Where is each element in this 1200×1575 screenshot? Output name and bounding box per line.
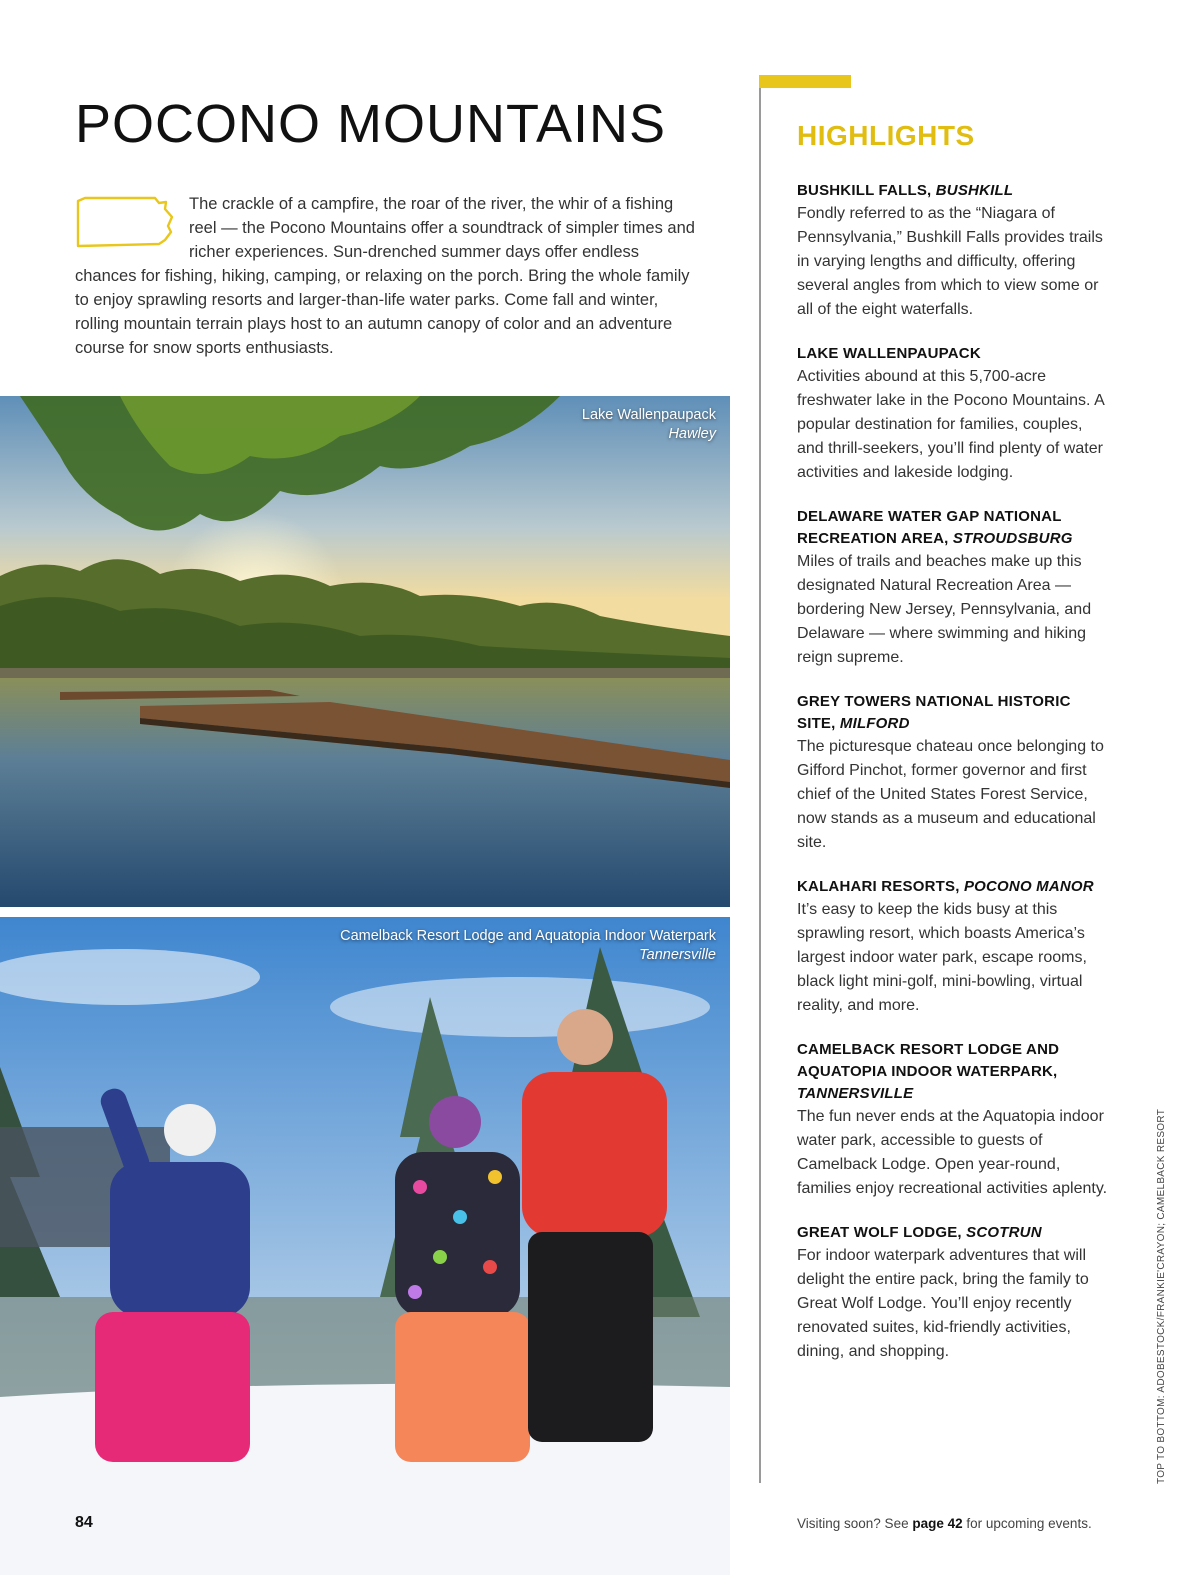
camelback-ski-photo xyxy=(0,917,730,1575)
highlight-item xyxy=(797,506,1109,670)
highlight-heading: GREY TOWERS NATIONAL HISTORIC SITE, MILFORD xyxy=(797,693,1071,732)
pennsylvania-outline-icon xyxy=(75,196,175,248)
highlight-item xyxy=(797,876,1109,1018)
footer-note: Visiting soon? See page 42 for upcoming events. xyxy=(797,1516,1092,1531)
ski-photo-caption xyxy=(340,927,716,965)
accent-bar xyxy=(759,75,851,88)
page-title: POCONO MOUNTAINS xyxy=(75,94,667,154)
highlight-heading: DELAWARE WATER GAP NATIONAL RECREATION AREA, STROUDSBURG xyxy=(797,508,1073,547)
highlight-description: For indoor waterpark adventures that will delight the entire pack, bring the family to Great Wolf Lodge. You’ll enjoy recently renovated suites, kid-friendly activities, dining, and shopping. xyxy=(797,1247,1089,1360)
lake-wallenpaupack-photo xyxy=(0,396,730,907)
intro-paragraph xyxy=(75,192,705,360)
highlights-list xyxy=(797,180,1109,1385)
photo-credit: TOP TO BOTTOM: ADOBESTOCK/FRANKIE'CRAYON; CAMELBACK RESORT xyxy=(1156,1108,1167,1484)
caption-name: Camelback Resort Lodge and Aquatopia Indoor Waterpark xyxy=(340,928,716,944)
lake-photo-caption xyxy=(582,406,716,444)
highlight-heading: KALAHARI RESORTS, POCONO MANOR xyxy=(797,878,1094,895)
highlight-description: Activities abound at this 5,700-acre freshwater lake in the Pocono Mountains. A popular destination for families, couples, and thrill-seekers, you’ll find plenty of water activities and lakeside lodging. xyxy=(797,368,1104,481)
highlight-item xyxy=(797,343,1109,485)
highlight-heading: BUSHKILL FALLS, BUSHKILL xyxy=(797,182,1014,199)
column-divider xyxy=(759,88,761,1483)
intro-text: The crackle of a campfire, the roar of the river, the whir of a fishing reel — the Pocono Mountains offer a soundtrack of simpler times and richer experiences. Sun-drenched summer days offer endless chances for fishing, hiking, camping, or relaxing on the porch. Bring the whole family to enjoy sprawling resorts and larger-than-life water parks. Come fall and winter, rolling mountain terrain plays host to an autumn canopy of color and an adventure course for snow sports enthusiasts. xyxy=(75,195,695,357)
caption-name: Lake Wallenpaupack xyxy=(581,407,716,423)
highlight-heading: GREAT WOLF LODGE, SCOTRUN xyxy=(797,1224,1042,1241)
highlight-item xyxy=(797,691,1109,855)
highlight-heading: CAMELBACK RESORT LODGE AND AQUATOPIA INDOOR WATERPARK, TANNERSVILLE xyxy=(797,1041,1060,1102)
highlight-description: It’s easy to keep the kids busy at this sprawling resort, which boasts America’s largest indoor water park, escape rooms, black light mini-golf, mini-bowling, virtual reality, and more. xyxy=(797,901,1087,1014)
highlight-description: Fondly referred to as the “Niagara of Pennsylvania,” Bushkill Falls provides trails in varying lengths and difficulty, offering several angles from which to view some or all of the eight waterfalls. xyxy=(797,205,1103,318)
highlight-item xyxy=(797,180,1109,322)
highlight-item xyxy=(797,1222,1109,1364)
highlight-description: The picturesque chateau once belonging to Gifford Pinchot, former governor and first chief of the United States Forest Service, now stands as a museum and educational site. xyxy=(797,738,1104,851)
highlight-heading: LAKE WALLENPAUPACK xyxy=(797,345,981,362)
caption-place: Tannersville xyxy=(639,947,716,963)
highlights-title: HIGHLIGHTS xyxy=(797,120,975,151)
highlight-description: Miles of trails and beaches make up this designated Natural Recreation Area — bordering New Jersey, Pennsylvania, and Delaware — where swimming and hiking reign supreme. xyxy=(797,553,1092,666)
caption-place: Hawley xyxy=(668,426,716,442)
page-number: 84 xyxy=(75,1514,93,1531)
page-reference-link[interactable]: page 42 xyxy=(912,1516,963,1531)
highlight-description: The fun never ends at the Aquatopia indoor water park, accessible to guests of Camelback Lodge. Open year-round, families enjoy recreational activities aplenty. xyxy=(797,1108,1108,1197)
highlight-item xyxy=(797,1039,1109,1201)
